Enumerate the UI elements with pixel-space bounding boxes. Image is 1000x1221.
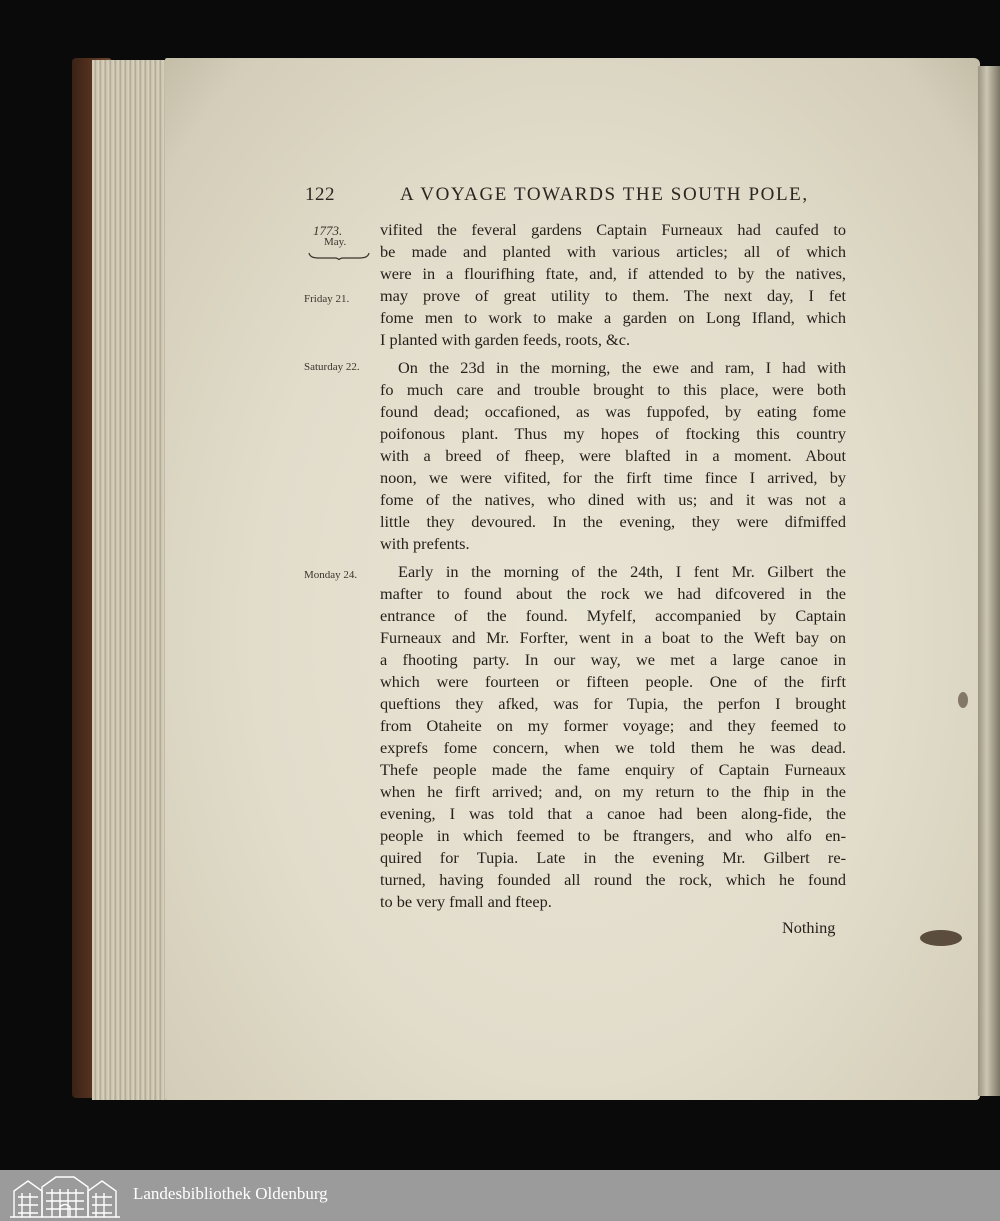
text-line: which were fourteen or fifteen people. One of the firft bbox=[380, 672, 846, 691]
margin-month: May. bbox=[324, 236, 347, 248]
margin-note-friday: Friday 21. bbox=[304, 293, 350, 305]
text-line: to be very fmall and fteep. bbox=[380, 892, 552, 911]
text-line: turned, having founded all round the rock, which he found bbox=[380, 870, 846, 889]
margin-year: 1773. bbox=[313, 223, 343, 238]
text-line: mafter to found about the rock we had difcovered in the bbox=[380, 584, 846, 603]
text-line: a fhooting party. In our way, we met a large canoe in bbox=[380, 650, 846, 669]
page-gutter-shadow bbox=[978, 66, 1000, 1096]
running-head: A VOYAGE TOWARDS THE SOUTH POLE, bbox=[400, 184, 809, 205]
page-stack-edges bbox=[92, 60, 172, 1100]
text-line: little they devoured. In the evening, they were difmiffed bbox=[380, 512, 846, 531]
text-line: with prefents. bbox=[380, 534, 470, 553]
text-line: exprefs fome concern, when we told them he was dead. bbox=[380, 738, 846, 757]
ink-stain bbox=[920, 930, 962, 946]
margin-note-monday: Monday 24. bbox=[304, 569, 358, 581]
text-line: I planted with garden feeds, roots, &c. bbox=[380, 330, 631, 349]
page-header bbox=[305, 184, 845, 212]
margin-note-saturday: Saturday 22. bbox=[304, 361, 360, 373]
text-line: from Otaheite on my former voyage; and they feemed to bbox=[380, 716, 846, 735]
text-line: Thefe people made the fame enquiry of Captain Furneaux bbox=[380, 760, 846, 779]
text-line: may prove of great utility to them. The next day, I fet bbox=[380, 286, 846, 305]
text-line: queftions they afked, was for Tupia, the perfon I brought bbox=[380, 694, 846, 713]
text-line: found dead; occafioned, as was fuppofed, by eating fome bbox=[380, 402, 846, 421]
text-line: fome men to work to make a garden on Long Ifland, which bbox=[380, 308, 846, 327]
text-line: with a breed of fheep, were blafted in a moment. About bbox=[380, 446, 846, 465]
text-line: people in which feemed to be ftrangers, and who alfo en- bbox=[380, 826, 846, 845]
text-line: poifonous plant. Thus my hopes of ftocking this country bbox=[380, 424, 846, 443]
brace-icon bbox=[308, 250, 370, 260]
footer-bar bbox=[0, 1170, 1000, 1221]
text-line: vifited the feveral gardens Captain Furneaux had caufed to bbox=[380, 220, 846, 239]
library-name: Landesbibliothek Oldenburg bbox=[133, 1184, 328, 1203]
text-line: when he firft arrived; and, on my return to the fhip in the bbox=[380, 782, 846, 801]
catchword: Nothing bbox=[782, 918, 836, 937]
text-line: were in a flourifhing ftate, and, if attended to by the natives, bbox=[380, 264, 846, 283]
text-line: evening, I was told that a canoe had been along-fide, the bbox=[380, 804, 846, 823]
library-building-icon bbox=[8, 1173, 122, 1219]
ink-stain bbox=[958, 692, 968, 708]
text-line: quired for Tupia. Late in the evening Mr. Gilbert re- bbox=[380, 848, 846, 867]
text-line: fome of the natives, who dined with us; and it was not a bbox=[380, 490, 846, 509]
text-line: Furneaux and Mr. Forfter, went in a boat to the Weft bay on bbox=[380, 628, 846, 647]
text-line: noon, we were vifited, for the firft time fince I arrived, by bbox=[380, 468, 846, 487]
text-line: On the 23d in the morning, the ewe and ram, I had with bbox=[398, 358, 846, 377]
text-line: entrance of the found. Myfelf, accompanied by Captain bbox=[380, 606, 846, 625]
text-line: fo much care and trouble brought to this place, were both bbox=[380, 380, 846, 399]
page-number: 122 bbox=[305, 184, 335, 205]
text-line: be made and planted with various articles; all of which bbox=[380, 242, 846, 261]
text-line: Early in the morning of the 24th, I fent Mr. Gilbert the bbox=[398, 562, 846, 581]
